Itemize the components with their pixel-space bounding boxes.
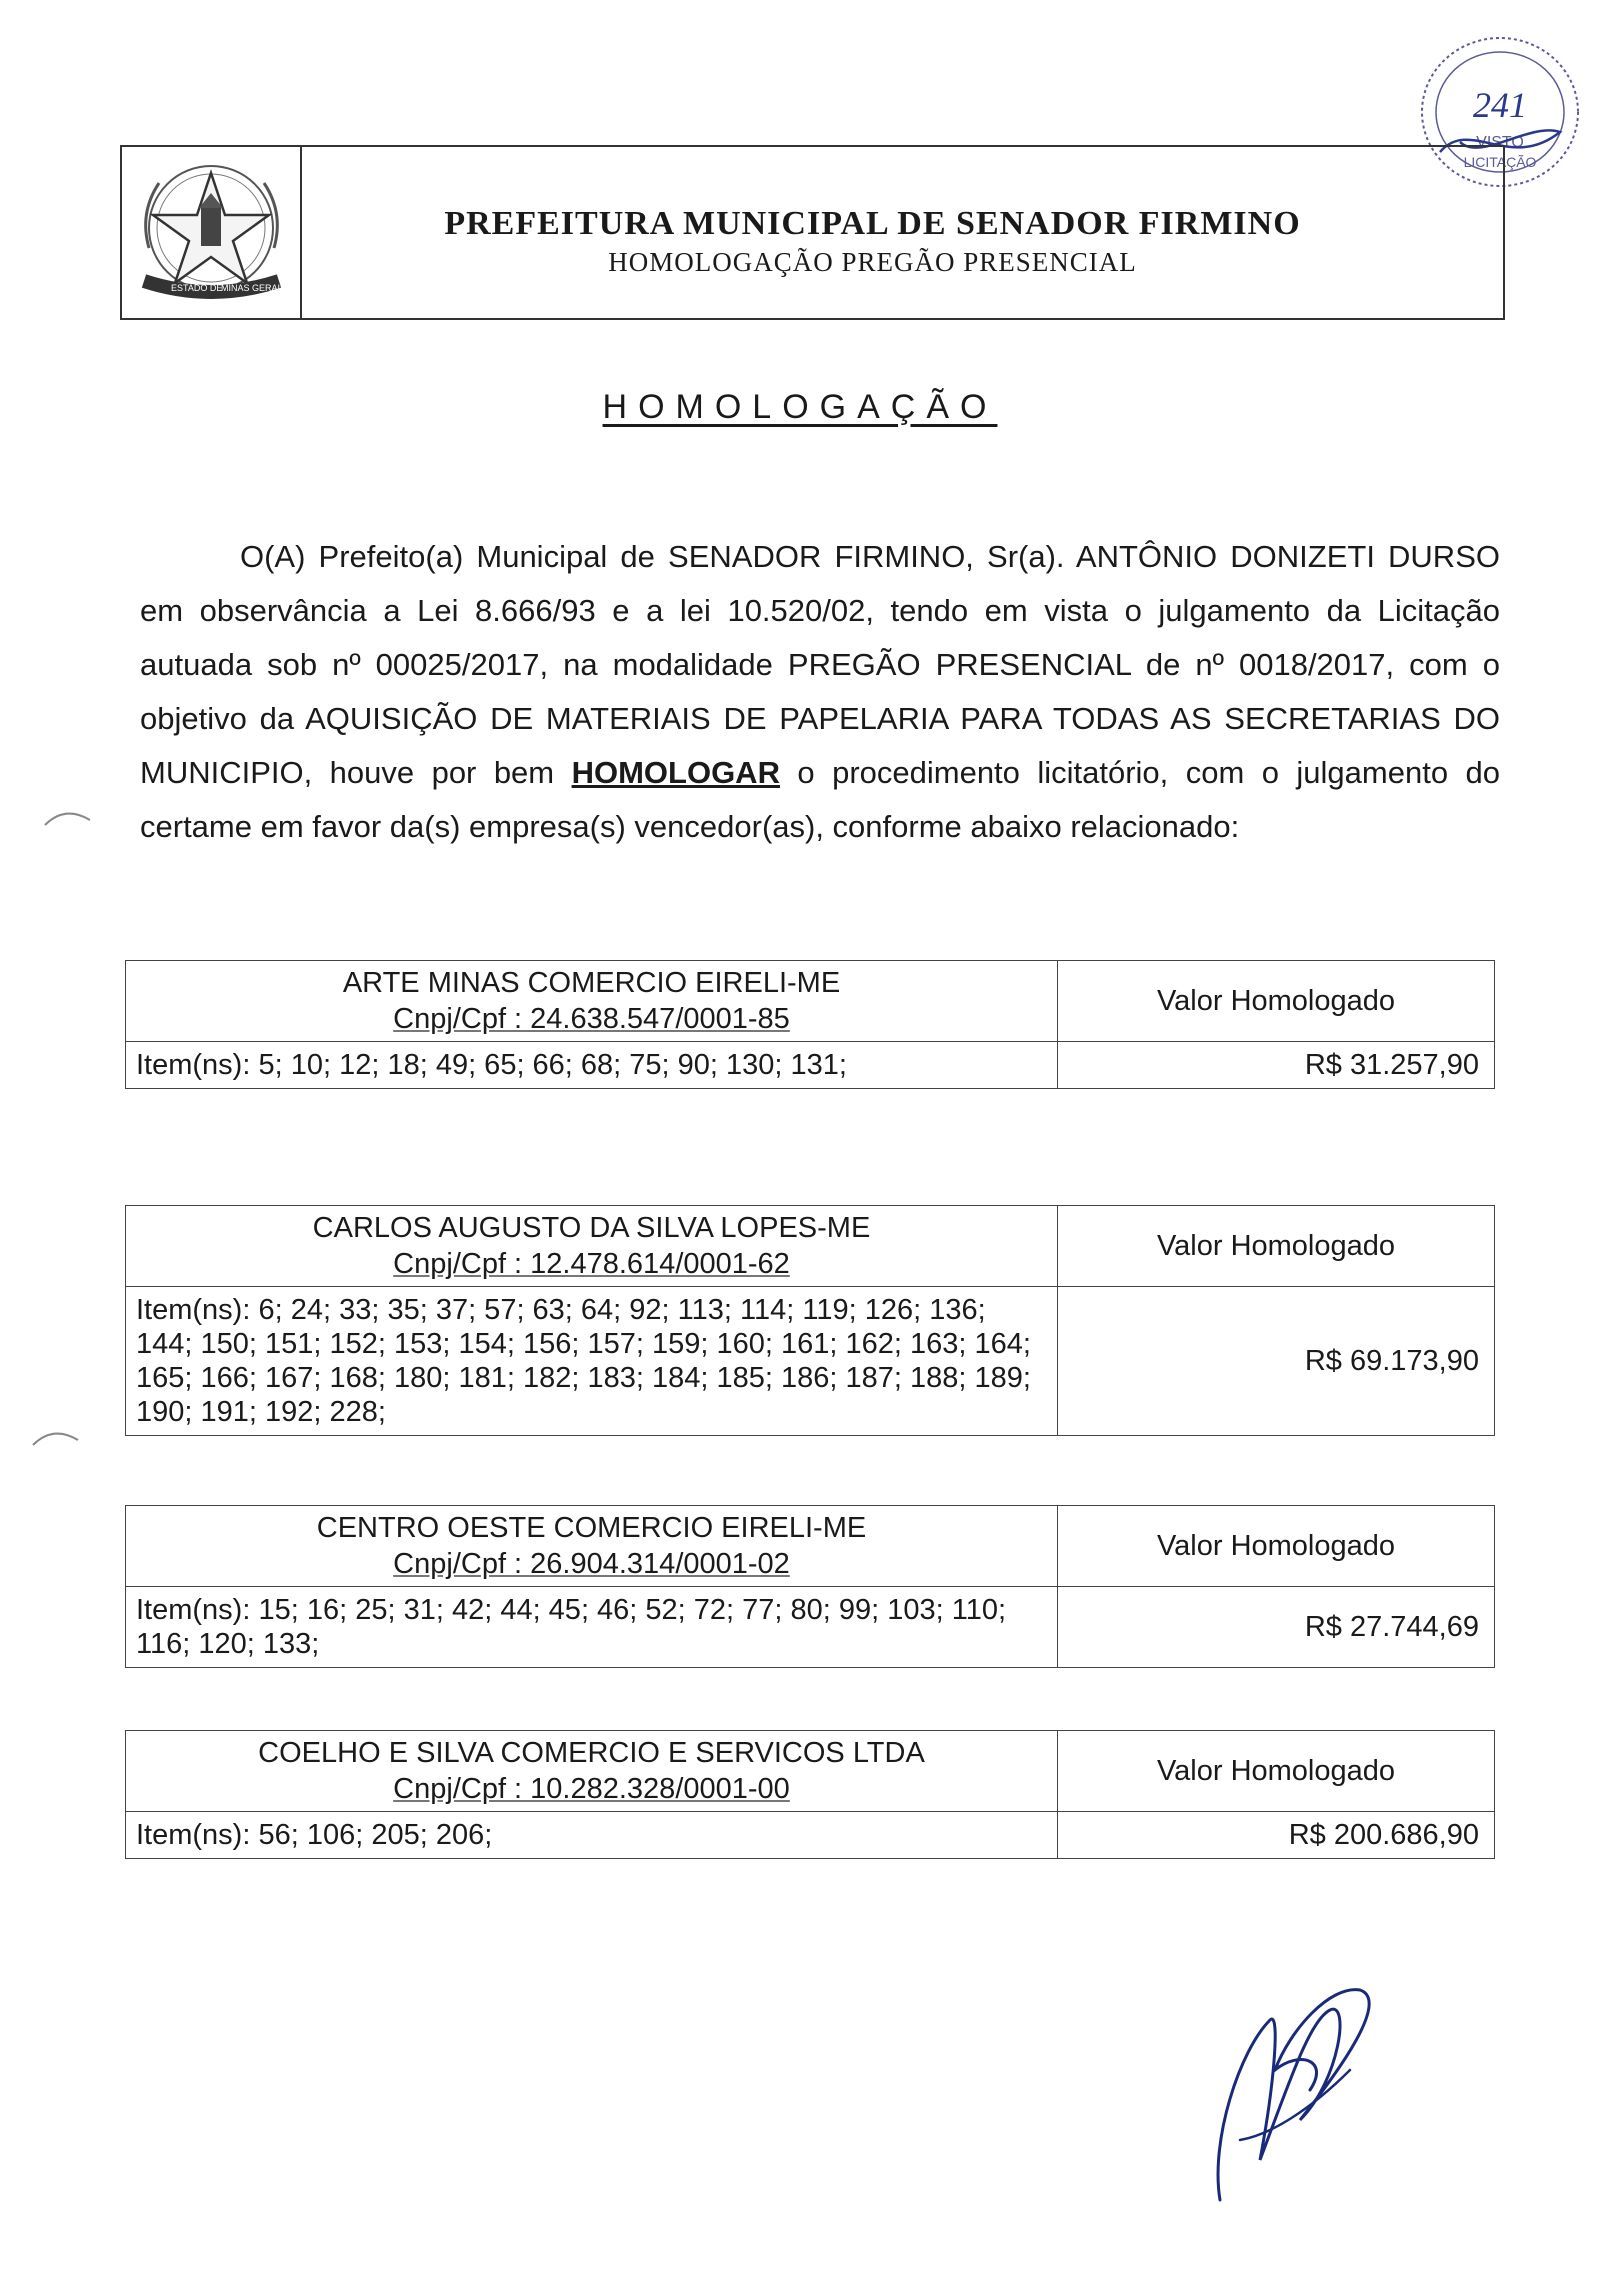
winner-cnpj: Cnpj/Cpf : 24.638.547/0001-85 [393,1003,790,1035]
winner-items: Item(ns): 15; 16; 25; 31; 42; 44; 45; 46; 52; 72; 77; 80; 99; 103; 110; 116; 120; 133; [126,1587,1058,1667]
valor-homologado-label: Valor Homologado [1058,1506,1494,1587]
winner-amount: R$ 69.173,90 [1304,1344,1479,1377]
valor-homologado-label: Valor Homologado [1058,961,1494,1042]
winner-name-cell [126,961,1058,1042]
homologacao-heading: HOMOLOGAÇÃO [602,388,998,426]
body-paragraph [140,530,1500,854]
winner-items: Item(ns): 5; 10; 12; 18; 49; 65; 66; 68; 75; 90; 130; 131; [126,1042,1058,1088]
winner-cnpj: Cnpj/Cpf : 10.282.328/0001-00 [393,1773,790,1805]
letterhead [120,145,1505,320]
winner-name-cell [126,1206,1058,1287]
winner-table [125,1205,1495,1436]
document-type-subtitle: HOMOLOGAÇÃO PREGÃO PRESENCIAL [608,247,1137,277]
margin-tick-mark [40,800,100,830]
winner-items: Item(ns): 6; 24; 33; 35; 37; 57; 63; 64; 92; 113; 114; 119; 126; 136; 144; 150; 151; 152; 153; 154; 156; 157; 159; 160; 161; 162; 163; 164; 165; 166; 167; 168; 180; 181; 182; 183; 184; 185; 186; 187; 188; 189; 190; 191; 192; 228; [126,1287,1058,1435]
crest-ribbon-left: ESTADO DE [170,282,222,293]
winner-cnpj: Cnpj/Cpf : 26.904.314/0001-02 [393,1548,790,1580]
winner-name: CARLOS AUGUSTO DA SILVA LOPES-ME [312,1212,871,1244]
crest-cell [122,147,302,318]
minas-gerais-crest-icon [129,153,294,313]
header-text [302,147,1503,318]
valor-homologado-label: Valor Homologado [1058,1206,1494,1287]
crest-ribbon-right: MINAS GERAIS [220,282,286,293]
paragraph-emphasis: HOMOLOGAR [571,755,780,790]
signature [1180,1960,1410,2230]
winner-table [125,1505,1495,1668]
winner-name: CENTRO OESTE COMERCIO EIRELI-ME [316,1512,867,1544]
winner-cnpj: Cnpj/Cpf : 12.478.614/0001-62 [393,1248,790,1280]
winner-name-cell [126,1731,1058,1812]
winner-amount: R$ 27.744,69 [1304,1610,1479,1643]
winner-table [125,960,1495,1089]
winner-name: ARTE MINAS COMERCIO EIRELI-ME [342,967,841,999]
stamp-text-bottom: LICITAÇÃO [1463,154,1537,170]
valor-homologado-label: Valor Homologado [1058,1731,1494,1812]
winner-name-cell [126,1506,1058,1587]
stamp-number: 241 [1473,85,1527,125]
winner-amount: R$ 31.257,90 [1304,1048,1479,1081]
stamp-text-top: VISTO [1476,134,1524,151]
document-title [0,388,1600,427]
winner-table [125,1730,1495,1859]
winner-items: Item(ns): 56; 106; 205; 206; [126,1812,1058,1858]
municipality-title: PREFEITURA MUNICIPAL DE SENADOR FIRMINO [444,205,1301,242]
winner-amount: R$ 200.686,90 [1288,1818,1479,1851]
margin-tick-mark [28,1420,88,1450]
paragraph-text-part1: O(A) Prefeito(a) Municipal de SENADOR FIRMINO, Sr(a). ANTÔNIO DONIZETI DURSO em observância a Lei 8.666/93 e a lei 10.520/02, tendo em vista o julgamento da Licitação autuada sob nº 00025/2017, na modalidade PREGÃO PRESENCIAL de nº 0018/2017, com o objetivo da AQUISIÇÃO DE MATERIAIS DE PAPELARIA PARA TODAS AS SECRETARIAS DO MUNICIPIO, houve por bem [140,539,1500,790]
paragraph-text-part2: o procedimento licitatório, com o julgamento do certame em favor da(s) empresa(s) vencedor(as), conforme abaixo relacionado: [140,755,1500,844]
winner-name: COELHO E SILVA COMERCIO E SERVICOS LTDA [258,1737,925,1769]
